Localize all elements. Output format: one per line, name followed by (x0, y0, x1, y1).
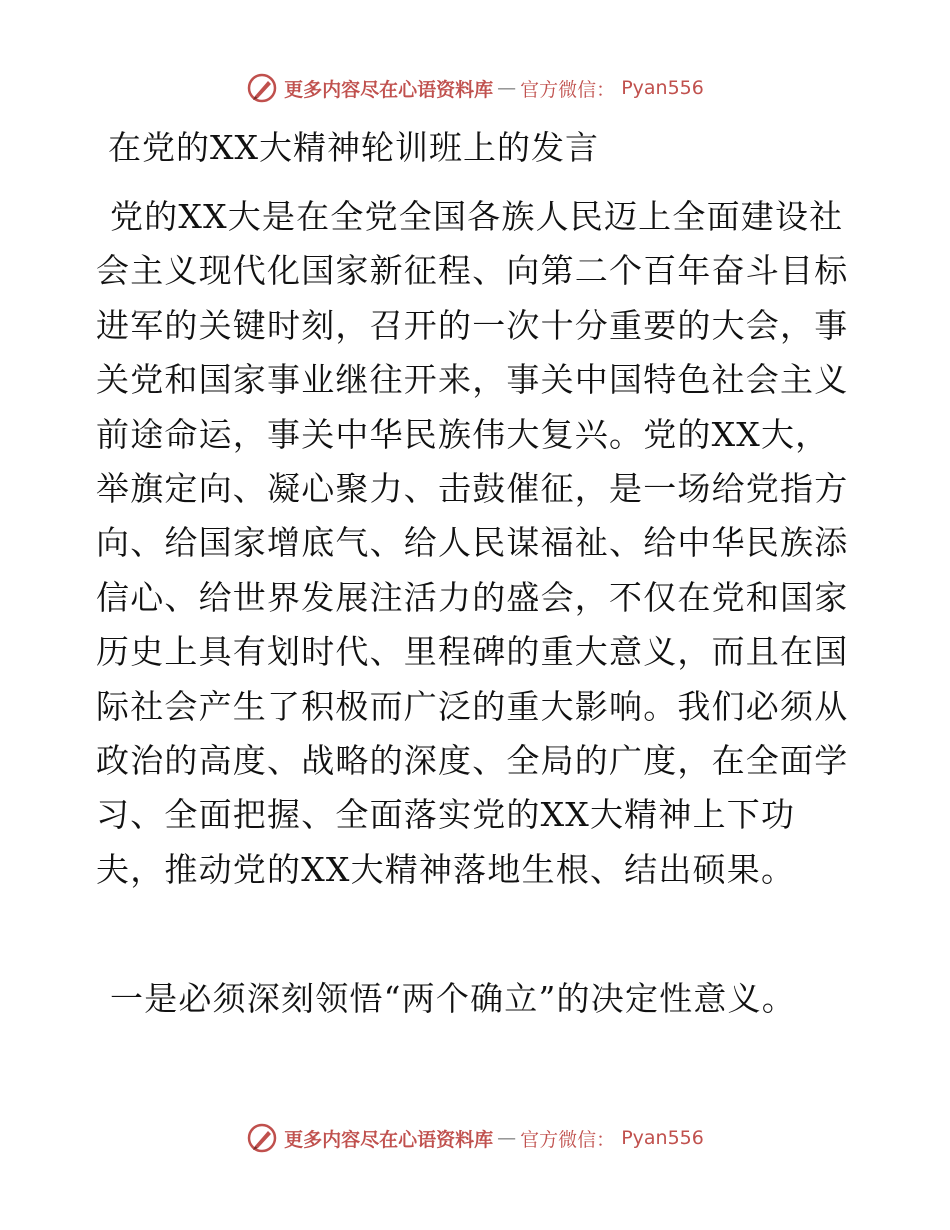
banner-separator: — (497, 1127, 517, 1149)
pen-logo-icon (246, 1122, 278, 1154)
banner-brand-text: 更多内容尽在心语资料库 (284, 1128, 494, 1151)
banner-wechat-label: 官方微信： (520, 78, 616, 101)
header-watermark-banner (0, 72, 950, 104)
footer-watermark-banner (0, 1122, 950, 1154)
banner-wechat-label: 官方微信： (520, 1128, 616, 1151)
body-paragraph-2: 一是必须深刻领悟“两个确立”的决定性意义。 (110, 979, 796, 1018)
banner-brand-text: 更多内容尽在心语资料库 (284, 78, 494, 101)
banner-wechat-id: Pyan556 (621, 77, 704, 99)
pen-logo-icon (246, 72, 278, 104)
body-paragraph-1: 党的XX大是在全党全国各族人民迈上全面建设社会主义现代化国家新征程、向第二个百年奋斗目标进军的关键时刻，召开的一次十分重要的大会，事关党和国家事业继往开来，事关中国特色社会主义前途命运，事关中华民族伟大复兴。党的XX大，举旗定向、凝心聚力、击鼓催征，是一场给党指方向、给国家增底气、给人民谋福祉、给中华民族添信心、给世界发展注活力的盛会，不仅在党和国家历史上具有划时代、里程碑的重大意义，而且在国际社会产生了积极而广泛的重大影响。我们必须从政治的高度、战略的深度、全局的广度，在全面学习、全面把握、全面落实党的XX大精神上下功夫，推动党的XX大精神落地生根、结出硕果。 (96, 197, 849, 889)
banner-wechat-id: Pyan556 (621, 1127, 704, 1149)
document-title: 在党的XX大精神轮训班上的发言 (108, 128, 599, 167)
banner-separator: — (497, 77, 517, 99)
